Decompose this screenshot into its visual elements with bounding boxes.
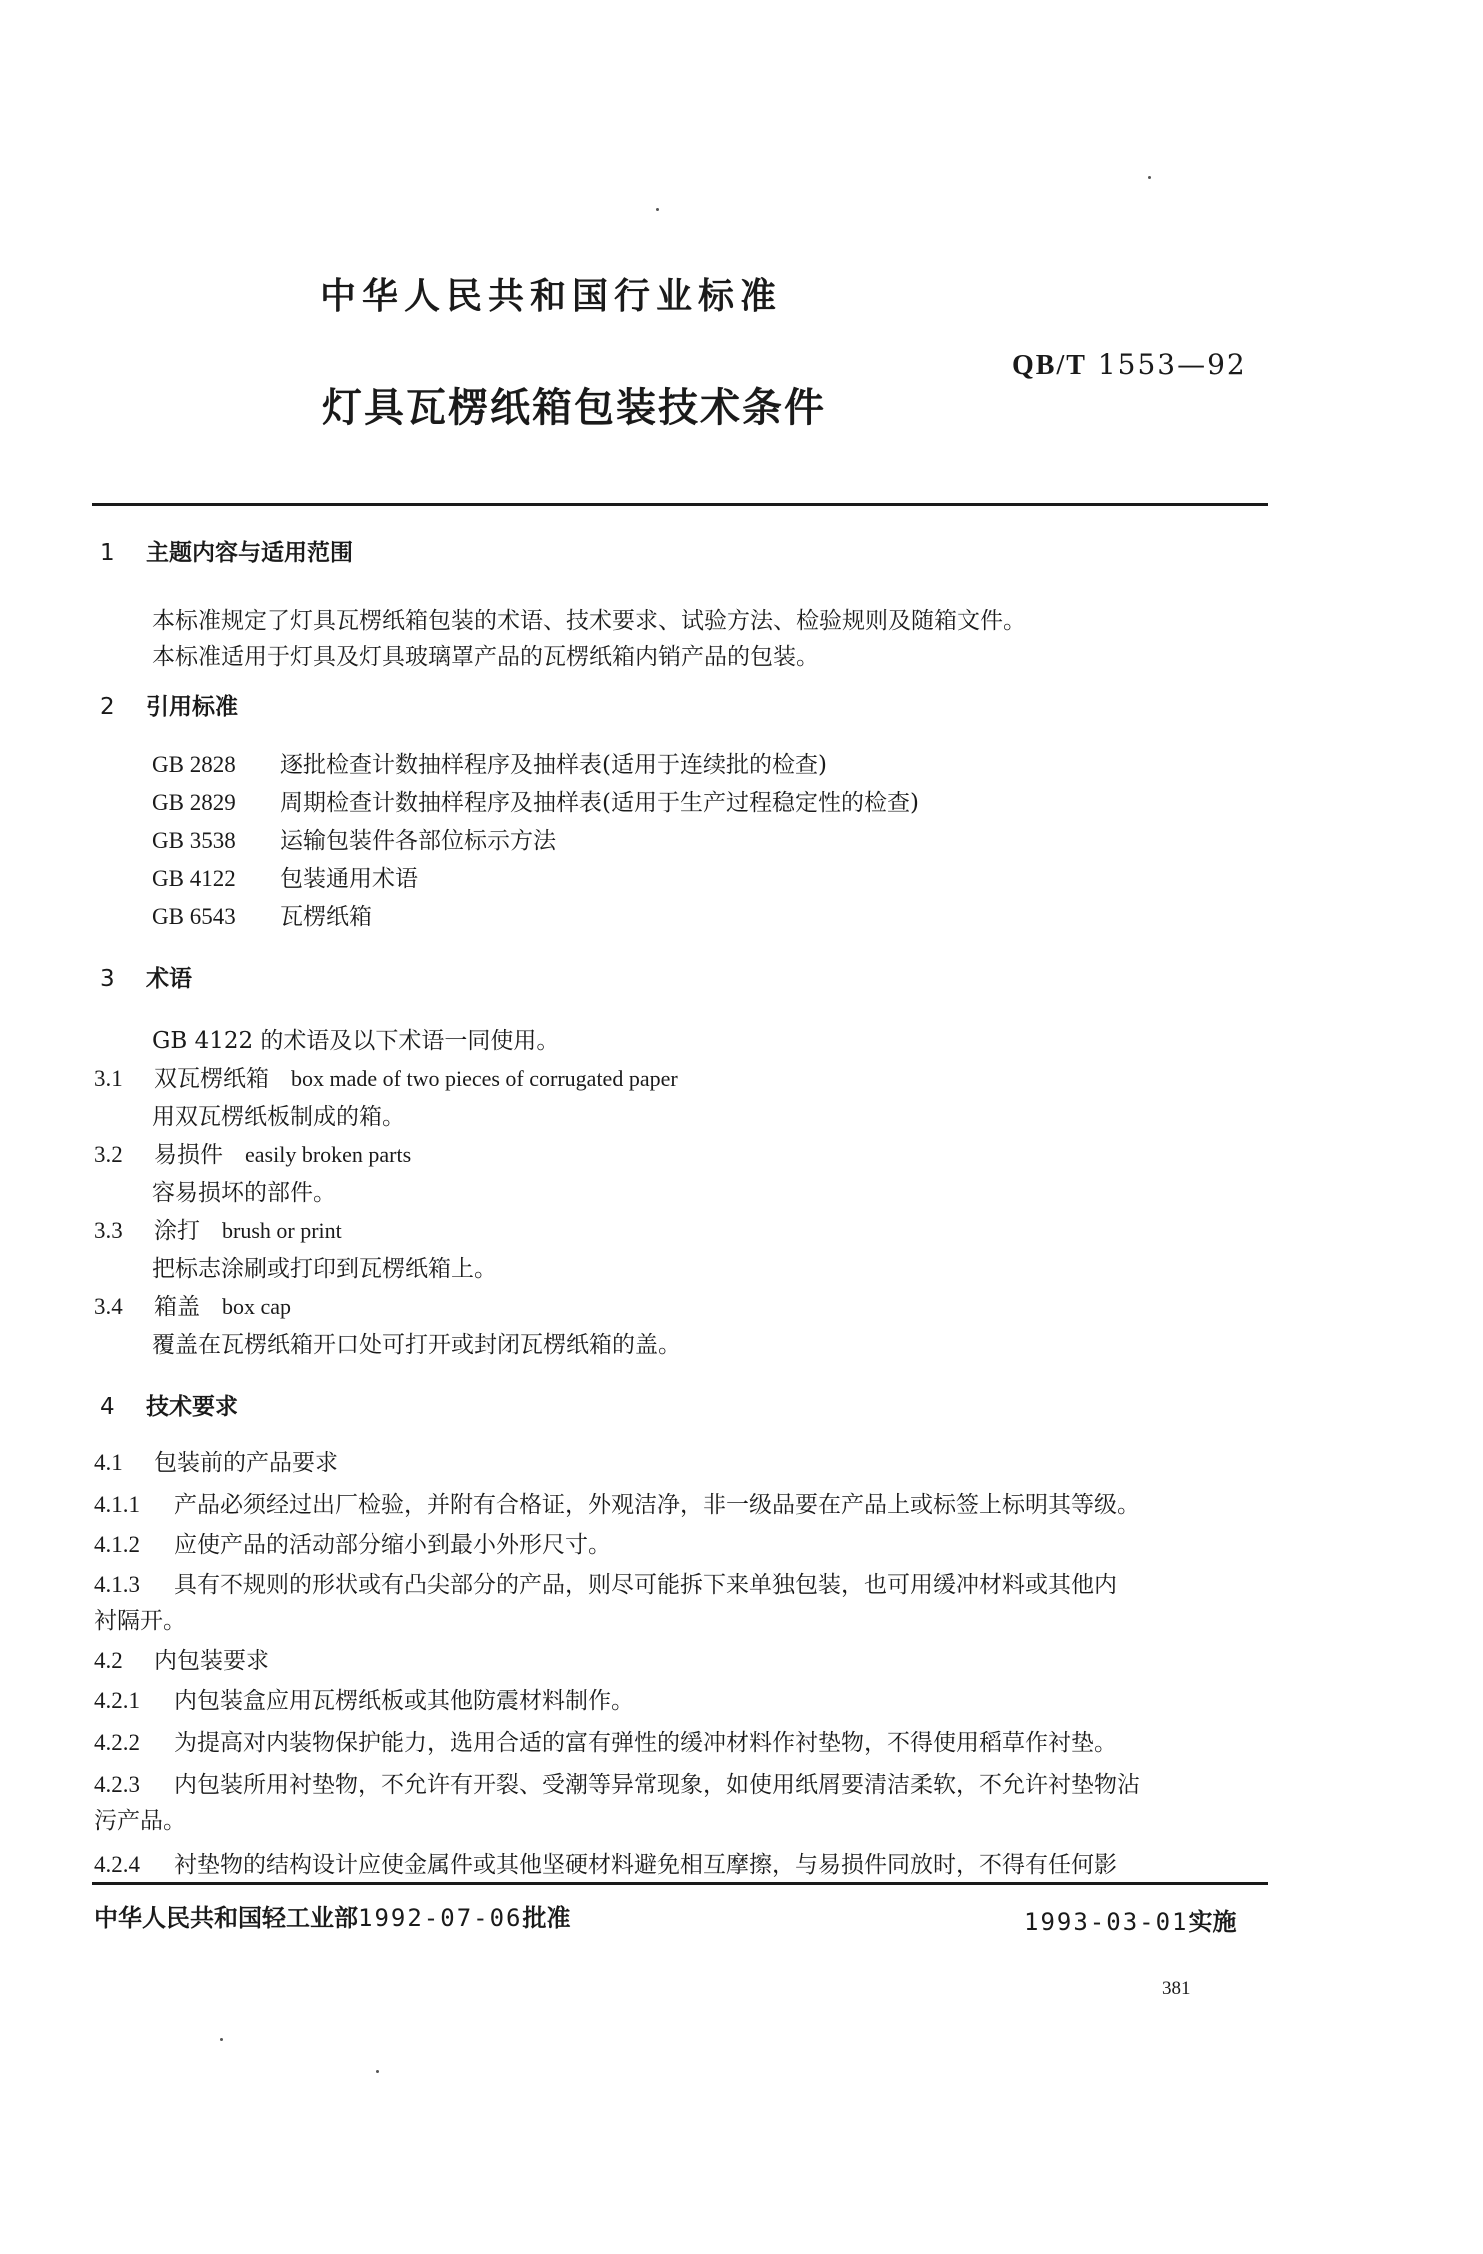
clause-number: 4.2.2 xyxy=(94,1730,140,1755)
effective-label: 实施 xyxy=(1188,1908,1237,1936)
clause-text: 为提高对内装物保护能力，选用合适的富有弹性的缓冲材料作衬垫物，不得使用稻草作衬垫。 xyxy=(174,1730,1117,1756)
clause-continuation: 衬隔开。 xyxy=(94,1608,186,1634)
section-title: 主题内容与适用范围 xyxy=(146,540,353,566)
reference-item xyxy=(152,746,827,779)
scan-speck xyxy=(220,2038,223,2041)
scan-speck xyxy=(376,2070,379,2073)
term-definition: 用双瓦楞纸板制成的箱。 xyxy=(152,1104,405,1130)
approval-line xyxy=(94,1898,571,1933)
clause-number: 4.1 xyxy=(94,1450,123,1475)
section-number: 4 xyxy=(100,1394,115,1420)
term-entry xyxy=(94,1212,342,1245)
term-entry xyxy=(94,1060,678,1093)
approval-date: 1992-07-06 xyxy=(358,1904,523,1932)
approving-authority: 中华人民共和国轻工业部 xyxy=(94,1904,358,1932)
scan-speck xyxy=(656,208,659,211)
section-number: 1 xyxy=(100,540,115,566)
section-title: 术语 xyxy=(146,966,192,992)
reference-item xyxy=(152,898,372,931)
standard-category-title: 中华人民共和国行业标准 xyxy=(320,276,783,317)
reference-title: 运输包装件各部位标示方法 xyxy=(280,828,556,854)
clause xyxy=(94,1682,634,1715)
clause xyxy=(94,1724,1117,1757)
clause-text: 包装前的产品要求 xyxy=(154,1450,338,1476)
clause xyxy=(94,1642,269,1675)
reference-code: GB 6543 xyxy=(152,904,236,929)
section-1-paragraph: 本标准规定了灯具瓦楞纸箱包装的术语、技术要求、试验方法、检验规则及随箱文件。 xyxy=(152,608,1026,634)
section-4-heading xyxy=(100,1388,238,1421)
term-definition: 容易损坏的部件。 xyxy=(152,1180,336,1206)
term-english: brush or print xyxy=(222,1218,342,1243)
section-number: 2 xyxy=(100,694,115,720)
term-number: 3.4 xyxy=(94,1294,123,1319)
section-3-heading xyxy=(100,960,192,993)
term-number: 3.2 xyxy=(94,1142,123,1167)
term-number: 3.3 xyxy=(94,1218,123,1243)
approval-label: 批准 xyxy=(522,1904,571,1932)
reference-code: GB 2828 xyxy=(152,752,236,777)
reference-title: 瓦楞纸箱 xyxy=(280,904,372,930)
page-number: 381 xyxy=(1162,1978,1191,1999)
clause-number: 4.1.2 xyxy=(94,1532,140,1557)
section-title: 引用标准 xyxy=(146,694,238,720)
clause-text: 应使产品的活动部分缩小到最小外形尺寸。 xyxy=(174,1532,611,1558)
clause-number: 4.1.3 xyxy=(94,1572,140,1597)
clause xyxy=(94,1444,338,1477)
reference-code: GB 2829 xyxy=(152,790,236,815)
reference-code: GB 4122 xyxy=(152,866,236,891)
reference-title: 包装通用术语 xyxy=(280,866,418,892)
term-english: box cap xyxy=(222,1294,292,1319)
clause-continuation: 污产品。 xyxy=(94,1808,186,1834)
clause xyxy=(94,1766,1140,1799)
section-number: 3 xyxy=(100,966,115,992)
section-title: 技术要求 xyxy=(146,1394,238,1420)
clause-text: 衬垫物的结构设计应使金属件或其他坚硬材料避免相互摩擦，与易损件同放时，不得有任何影 xyxy=(174,1852,1117,1878)
reference-item xyxy=(152,784,919,817)
clause-text: 内包装要求 xyxy=(154,1648,269,1674)
term-entry xyxy=(94,1136,411,1169)
clause-text: 内包装盒应用瓦楞纸板或其他防震材料制作。 xyxy=(174,1688,634,1714)
term-entry xyxy=(94,1288,291,1321)
term-chinese: 易损件 xyxy=(154,1142,223,1168)
reference-item xyxy=(152,860,418,893)
effective-date: 1993-03-01 xyxy=(1024,1908,1189,1936)
clause-text: 内包装所用衬垫物，不允许有开裂、受潮等异常现象，如使用纸屑要清洁柔软，不允许衬垫物沾 xyxy=(174,1772,1140,1798)
reference-item xyxy=(152,822,556,855)
term-definition: 把标志涂刷或打印到瓦楞纸箱上。 xyxy=(152,1256,497,1282)
term-english: easily broken parts xyxy=(245,1142,412,1167)
clause xyxy=(94,1846,1117,1879)
standard-code-prefix: QB/T xyxy=(1012,350,1087,381)
scan-speck xyxy=(1148,176,1151,179)
term-chinese: 双瓦楞纸箱 xyxy=(154,1066,269,1092)
standard-code xyxy=(1012,348,1247,382)
reference-title: 逐批检查计数抽样程序及抽样表(适用于连续批的检查) xyxy=(280,752,827,778)
term-chinese: 箱盖 xyxy=(154,1294,200,1320)
section-1-heading xyxy=(100,534,353,567)
clause-text: 产品必须经过出厂检验，并附有合格证，外观洁净，非一级品要在产品上或标签上标明其等级。 xyxy=(174,1492,1140,1518)
reference-code: GB 3538 xyxy=(152,828,236,853)
clause-number: 4.2.1 xyxy=(94,1688,140,1713)
term-chinese: 涂打 xyxy=(154,1218,200,1244)
section-2-heading xyxy=(100,688,238,721)
clause-number: 4.2.4 xyxy=(94,1852,140,1877)
header-divider xyxy=(92,503,1268,506)
term-english: box made of two pieces of corrugated paper xyxy=(291,1066,678,1091)
term-definition: 覆盖在瓦楞纸箱开口处可打开或封闭瓦楞纸箱的盖。 xyxy=(152,1332,681,1358)
section-1-paragraph: 本标准适用于灯具及灯具玻璃罩产品的瓦楞纸箱内销产品的包装。 xyxy=(152,644,819,670)
clause-number: 4.2 xyxy=(94,1648,123,1673)
footer-divider xyxy=(92,1882,1268,1885)
standard-code-number: 1553—92 xyxy=(1097,348,1247,381)
clause-number: 4.1.1 xyxy=(94,1492,140,1517)
clause xyxy=(94,1486,1140,1519)
section-3-intro: GB 4122 的术语及以下术语一同使用。 xyxy=(152,1028,560,1054)
reference-title: 周期检查计数抽样程序及抽样表(适用于生产过程稳定性的检查) xyxy=(280,790,919,816)
term-number: 3.1 xyxy=(94,1066,123,1091)
clause-text: 具有不规则的形状或有凸尖部分的产品，则尽可能拆下来单独包装，也可用缓冲材料或其他内 xyxy=(174,1572,1117,1598)
document-title: 灯具瓦楞纸箱包装技术条件 xyxy=(322,385,826,431)
clause xyxy=(94,1526,611,1559)
effective-line xyxy=(1024,1902,1237,1937)
clause xyxy=(94,1566,1117,1599)
clause-number: 4.2.3 xyxy=(94,1772,140,1797)
